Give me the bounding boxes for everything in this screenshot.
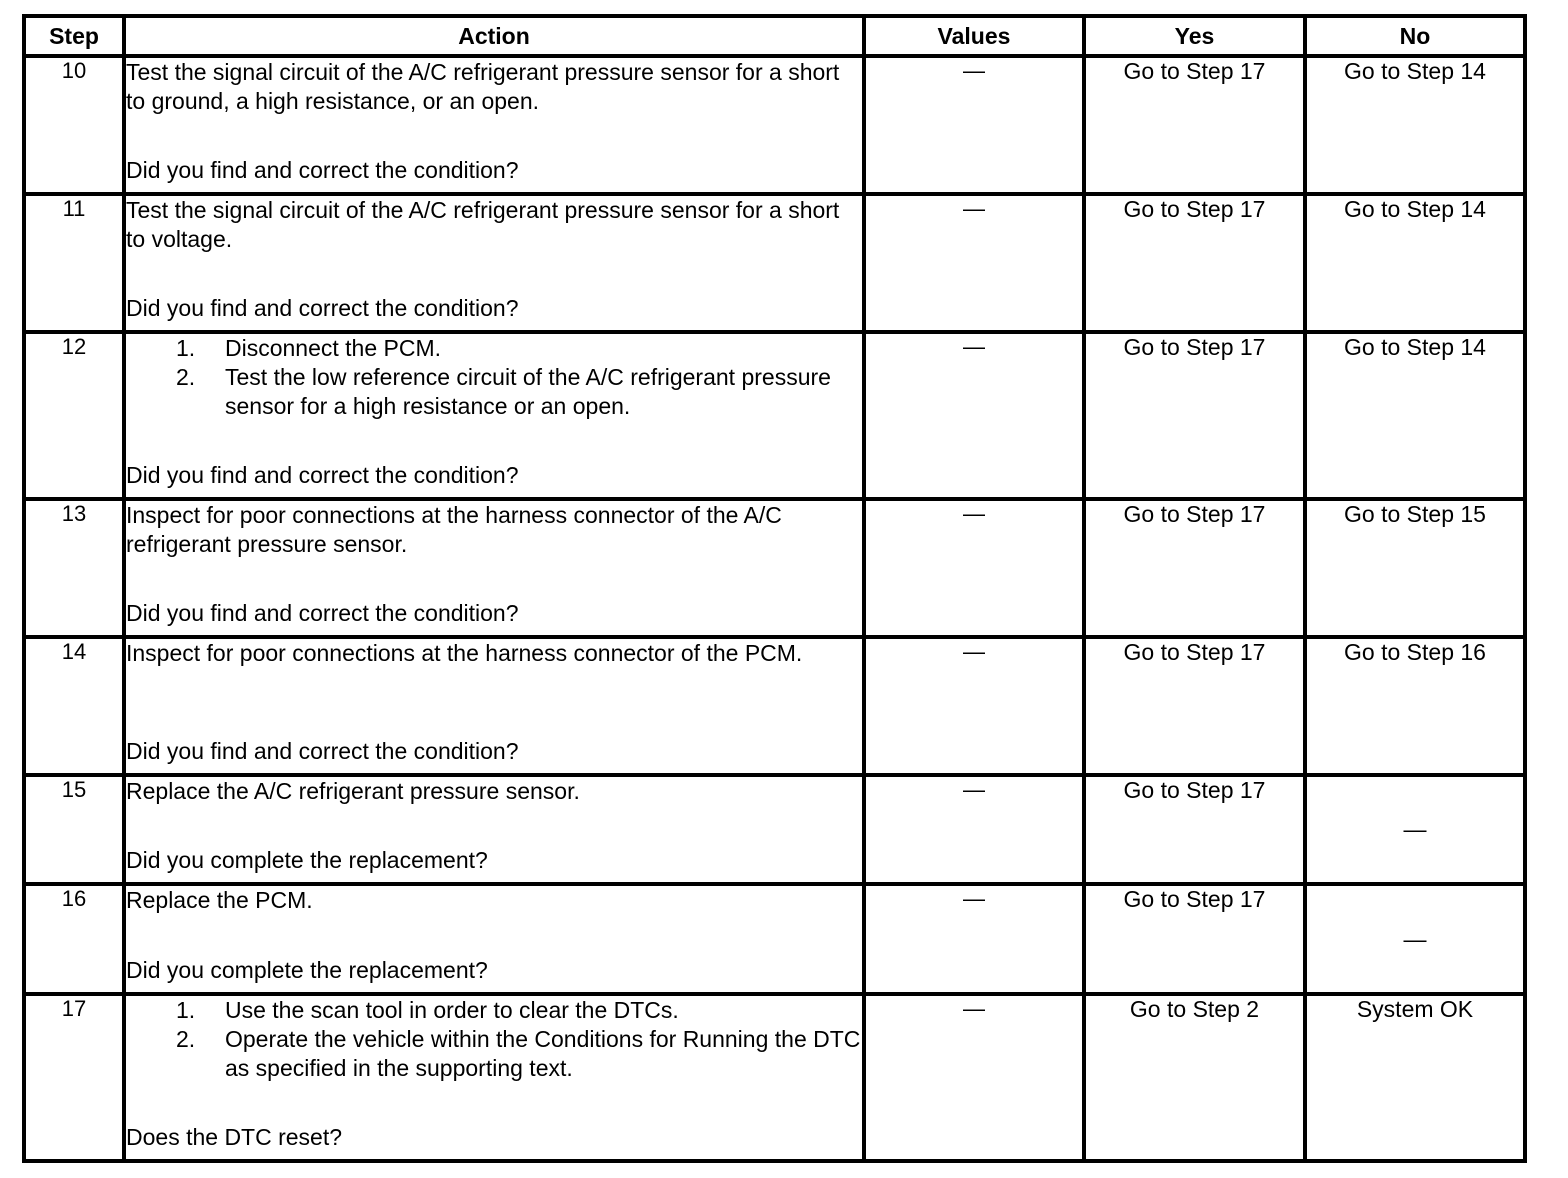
yes-link[interactable]: Go to Step 17 bbox=[1084, 194, 1305, 332]
action-question: Did you find and correct the condition? bbox=[126, 600, 519, 626]
action-cell bbox=[124, 499, 864, 637]
no-link[interactable]: Go to Step 14 bbox=[1305, 332, 1525, 499]
values-cell: — bbox=[864, 637, 1084, 775]
no-value: — bbox=[1305, 884, 1525, 994]
action-step bbox=[126, 1025, 862, 1083]
header-step: Step bbox=[24, 16, 124, 56]
action-cell bbox=[124, 775, 864, 884]
no-link[interactable]: Go to Step 14 bbox=[1305, 56, 1525, 194]
yes-link[interactable]: Go to Step 2 bbox=[1084, 994, 1305, 1161]
action-step bbox=[126, 363, 862, 421]
yes-link[interactable]: Go to Step 17 bbox=[1084, 775, 1305, 884]
action-cell bbox=[124, 56, 864, 194]
action-text: Inspect for poor connections at the harness connector of the A/C refrigerant pressure sensor. bbox=[126, 502, 782, 557]
table-row bbox=[24, 332, 1525, 499]
table-row bbox=[24, 56, 1525, 194]
action-question: Did you complete the replacement? bbox=[126, 957, 488, 983]
values-cell: — bbox=[864, 884, 1084, 994]
yes-link[interactable]: Go to Step 17 bbox=[1084, 56, 1305, 194]
action-step-text: Use the scan tool in order to clear the DTCs. bbox=[225, 997, 679, 1023]
table-row bbox=[24, 194, 1525, 332]
action-text: Test the signal circuit of the A/C refrigerant pressure sensor for a short to ground, a high resistance, or an open. bbox=[126, 59, 840, 114]
action-step-number: 2. bbox=[176, 1026, 196, 1052]
action-cell bbox=[124, 994, 864, 1161]
action-step bbox=[126, 996, 862, 1025]
action-step-text: Test the low reference circuit of the A/C refrigerant pressure sensor for a high resistance or an open. bbox=[225, 364, 831, 419]
no-value: — bbox=[1305, 775, 1525, 884]
step-number: 14 bbox=[24, 637, 124, 775]
values-cell: — bbox=[864, 194, 1084, 332]
no-link[interactable]: Go to Step 14 bbox=[1305, 194, 1525, 332]
action-text: Replace the PCM. bbox=[126, 887, 313, 913]
action-steps bbox=[126, 334, 862, 421]
step-number: 15 bbox=[24, 775, 124, 884]
action-cell bbox=[124, 194, 864, 332]
action-step-number: 2. bbox=[176, 364, 196, 390]
values-cell: — bbox=[864, 56, 1084, 194]
action-text: Inspect for poor connections at the harness connector of the PCM. bbox=[126, 640, 803, 666]
table-row bbox=[24, 994, 1525, 1161]
table-row bbox=[24, 499, 1525, 637]
header-values: Values bbox=[864, 16, 1084, 56]
values-cell: — bbox=[864, 332, 1084, 499]
action-step-text: Operate the vehicle within the Conditions for Running the DTC as specified in the supporting text. bbox=[225, 1026, 861, 1081]
table-row bbox=[24, 775, 1525, 884]
action-step-number: 1. bbox=[176, 335, 196, 361]
table-row bbox=[24, 884, 1525, 994]
action-cell bbox=[124, 332, 864, 499]
action-question: Did you find and correct the condition? bbox=[126, 738, 519, 764]
action-question: Did you find and correct the condition? bbox=[126, 462, 519, 488]
values-cell: — bbox=[864, 775, 1084, 884]
header-row bbox=[24, 16, 1525, 56]
action-question: Does the DTC reset? bbox=[126, 1124, 343, 1150]
step-number: 11 bbox=[24, 194, 124, 332]
action-text: Test the signal circuit of the A/C refrigerant pressure sensor for a short to voltage. bbox=[126, 197, 840, 252]
header-yes: Yes bbox=[1084, 16, 1305, 56]
yes-link[interactable]: Go to Step 17 bbox=[1084, 637, 1305, 775]
action-step-text: Disconnect the PCM. bbox=[225, 335, 442, 361]
no-link[interactable]: Go to Step 16 bbox=[1305, 637, 1525, 775]
step-number: 10 bbox=[24, 56, 124, 194]
values-cell: — bbox=[864, 994, 1084, 1161]
table-row bbox=[24, 637, 1525, 775]
action-step-number: 1. bbox=[176, 997, 196, 1023]
step-number: 12 bbox=[24, 332, 124, 499]
yes-link[interactable]: Go to Step 17 bbox=[1084, 884, 1305, 994]
yes-link[interactable]: Go to Step 17 bbox=[1084, 499, 1305, 637]
action-cell bbox=[124, 884, 864, 994]
header-action: Action bbox=[124, 16, 864, 56]
step-number: 17 bbox=[24, 994, 124, 1161]
action-question: Did you find and correct the condition? bbox=[126, 295, 519, 321]
action-cell bbox=[124, 637, 864, 775]
action-text: Replace the A/C refrigerant pressure sensor. bbox=[126, 778, 580, 804]
step-number: 13 bbox=[24, 499, 124, 637]
diagnostic-table bbox=[22, 14, 1527, 1163]
yes-link[interactable]: Go to Step 17 bbox=[1084, 332, 1305, 499]
no-link[interactable]: Go to Step 15 bbox=[1305, 499, 1525, 637]
no-link[interactable]: System OK bbox=[1305, 994, 1525, 1161]
step-number: 16 bbox=[24, 884, 124, 994]
action-question: Did you complete the replacement? bbox=[126, 847, 488, 873]
action-step bbox=[126, 334, 862, 363]
values-cell: — bbox=[864, 499, 1084, 637]
header-no: No bbox=[1305, 16, 1525, 56]
action-steps bbox=[126, 996, 862, 1083]
action-question: Did you find and correct the condition? bbox=[126, 157, 519, 183]
